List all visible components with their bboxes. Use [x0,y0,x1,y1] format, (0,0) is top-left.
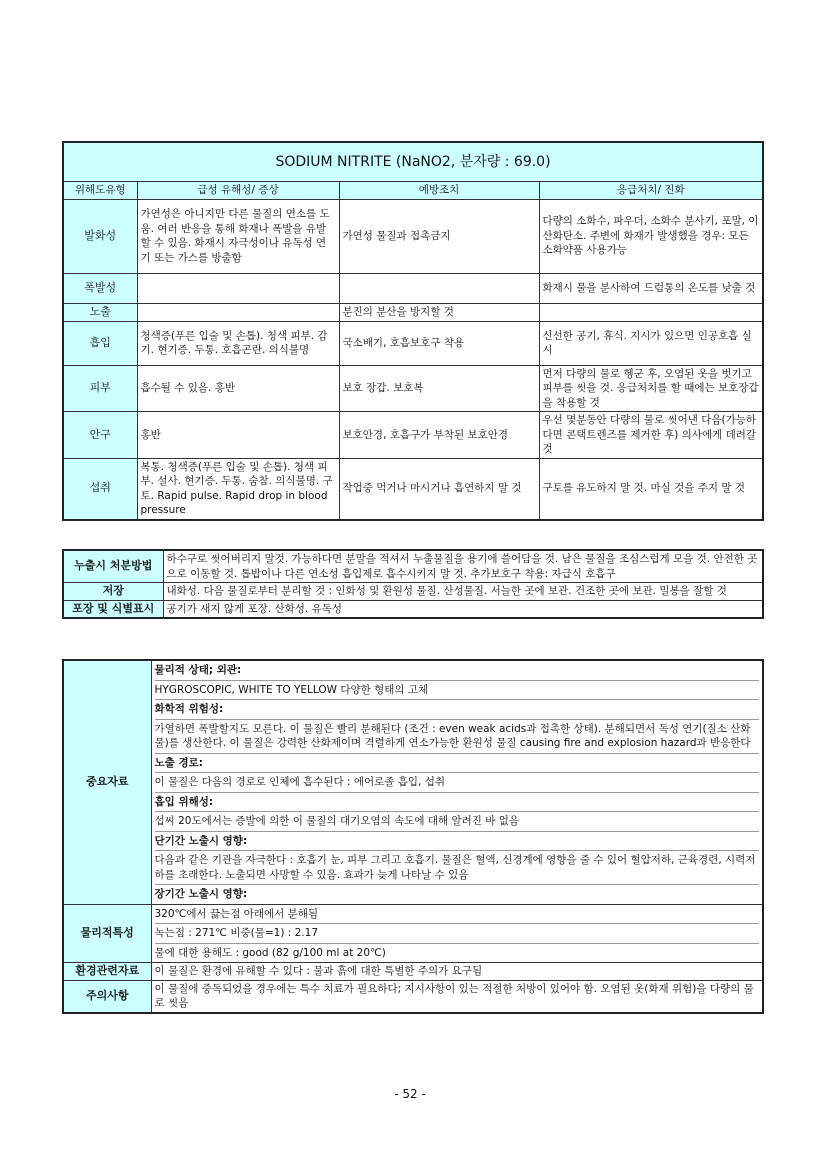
header-type: 위해도유형 [63,182,137,200]
row-type: 섭취 [63,458,137,520]
table-row [63,458,763,520]
table-row [63,550,763,583]
physical-content [151,904,763,963]
row-hazard: 홍반 [137,412,339,459]
row-type: 흡입 [63,321,137,365]
row-aid [539,303,763,321]
row-aid: 구토를 유도하지 말 것. 마실 것을 주지 말 것 [539,458,763,520]
header-aid: 응급처치/ 진화 [539,182,763,200]
section-heading: 단기간 노출시 영향: [155,832,760,852]
physical-line: 물에 대한 용해도 : good (82 g/100 ml at 20℃) [154,946,386,959]
header-prevention: 예방조치 [339,182,539,200]
row-prevention: 보호안경, 호흡구가 부착된 보호안경 [339,412,539,459]
section-heading: 노출 경로: [155,754,760,774]
row-aid: 화재시 물을 분사하여 드럼통의 온도를 낮출 것 [539,273,763,303]
table-row [63,321,763,365]
row-prevention: 분진의 분산을 방지할 것 [339,303,539,321]
important-label: 중요자료 [63,660,151,904]
table-row [63,412,763,459]
important-content [151,660,763,904]
handling-label: 포장 및 식별표시 [63,600,163,618]
section-text: 이 물질은 다음의 경로로 인체에 흡수된다 : 에어로졸 흡입, 섭취 [155,773,760,793]
row-type: 폭발성 [63,273,137,303]
environment-label: 환경관련자료 [63,963,151,981]
page-title: SODIUM NITRITE (NaNO2, 분자량 : 69.0) [63,142,763,182]
row-hazard: 흡수될 수 있음. 홍반 [137,365,339,412]
physical-line: 320℃에서 끓는점 아래에서 분해됨 [155,905,760,925]
handling-text: 공기가 새지 않게 포장. 산화성. 유독성 [163,600,763,618]
row-prevention: 국소배기, 호흡보호구 착용 [339,321,539,365]
row-aid: 다량의 소화수, 파우더, 소화수 분사기, 포말, 이산화탄소. 주변에 화재가 발생했을 경우: 모든 소화약품 사용가능 [539,199,763,273]
row-prevention: 보호 장갑. 보호복 [339,365,539,412]
physical-label: 물리적특성 [63,904,151,963]
section-heading: 물리적 상태; 외관: [155,661,760,681]
section-heading: 흡입 위해성: [155,793,760,813]
table-row [63,303,763,321]
environment-text: 이 물질은 환경에 유해할 수 있다 : 물과 흙에 대한 특별한 주의가 요구됨 [151,963,763,981]
header-hazard: 급성 유해성/ 증상 [137,182,339,200]
row-aid: 먼저 다량의 물로 헹군 후, 오염된 옷을 벗기고 피부를 씻을 것. 응급처치를 할 때에는 보호장갑을 착용할 것 [539,365,763,412]
hazard-table [62,141,764,521]
handling-label: 저장 [63,583,163,601]
table-row [63,365,763,412]
row-prevention: 작업중 먹거나 마시거나 흡연하지 말 것 [339,458,539,520]
section-heading: 화학적 위험성: [155,700,760,720]
row-type: 노출 [63,303,137,321]
caution-label: 주의사항 [63,980,151,1013]
row-hazard: 가연성은 아니지만 다른 물질의 연소를 도움. 여러 반응을 통해 화재나 폭발을 유발할 수 있음. 화재시 자극성이나 유독성 연기 또는 가스를 방출함 [137,199,339,273]
row-aid: 우선 몇분동안 다량의 물로 씻어낸 다음(가능하다면 콘택트렌즈를 제거한 후) 의사에게 데려갈 것 [539,412,763,459]
row-hazard: 복통. 청색증(푸른 입술 및 손톱). 청색 피부. 설사. 현기증. 두통. 숨참. 의식불명. 구토. Rapid pulse. Rapid drop in blood pressure [137,458,339,520]
table-row [63,600,763,618]
row-hazard [137,273,339,303]
handling-text: 하수구로 씻어버리지 말것. 가능하다면 분말을 적셔서 누출물질을 용기에 쓸어담을 것. 남은 물질을 조심스럽게 모을 것. 안전한 곳으로 이동할 것. 톱밥이나 다른 연소성 흡입제로 흡수시키지 말 것. 추가보호구 착용: 자급식 호흡구 [163,550,763,583]
section-text: 다음과 같은 기관을 자극한다 : 호흡기 눈, 피부 그리고 호흡기. 물질은 혈액, 신경계에 영향을 줄 수 있어 혈압저하, 근육경련, 시력저하를 초래한다. 노출되면 사망할 수 있음. 효과가 늦게 나타날 수 있음 [155,851,760,885]
row-prevention: 가연성 물질과 접촉금지 [339,199,539,273]
section-text: HYGROSCOPIC, WHITE TO YELLOW 다양한 형태의 고체 [155,681,760,701]
row-type: 발화성 [63,199,137,273]
section-heading: 장기간 노출시 영향: [154,888,248,900]
row-hazard: 청색증(푸른 입술 및 손톱). 청색 피부. 감기. 현기증. 두통. 호흡곤란. 의식불명 [137,321,339,365]
row-aid: 신선한 공기, 휴식. 지시가 있으면 인공호흡 실시 [539,321,763,365]
section-text: 섭씨 20도에서는 증발에 의한 이 물질의 대기오염의 속도에 대해 알려진 바 없음 [155,812,760,832]
table-row [63,273,763,303]
row-type: 안구 [63,412,137,459]
handling-label: 누출시 처분방법 [63,550,163,583]
info-table [62,659,764,1014]
row-prevention [339,273,539,303]
table-row [63,583,763,601]
table-row [63,199,763,273]
page-number: - 52 - [394,1087,426,1101]
row-hazard [137,303,339,321]
section-text: 가열하면 폭발할지도 모른다. 이 물질은 빨리 분해된다 (조건 : even weak acids과 접촉한 상태). 분해되면서 독성 연기(질소 산화물)를 생산한다. 이 물질은 강력한 산화제이며 격렬하게 연소가능한 환원성 물질 causing fire and explosion hazard과 반응한다 [155,720,760,754]
row-type: 피부 [63,365,137,412]
handling-table [62,549,764,619]
caution-text: 이 물질에 중독되었을 경우에는 특수 치료가 필요하다; 지시사항이 있는 적절한 처방이 있어야 함. 오염된 옷(화재 위험)을 다량의 물로 씻음 [151,980,763,1013]
handling-text: 내화성. 다음 물질로부터 분리할 것 : 인화성 및 환원성 물질. 산성물질. 서늘한 곳에 보관. 건조한 곳에 보관. 밀봉을 잘할 것 [163,583,763,601]
physical-line: 녹는점 : 271℃ 비중(물=1) : 2.17 [155,924,760,944]
